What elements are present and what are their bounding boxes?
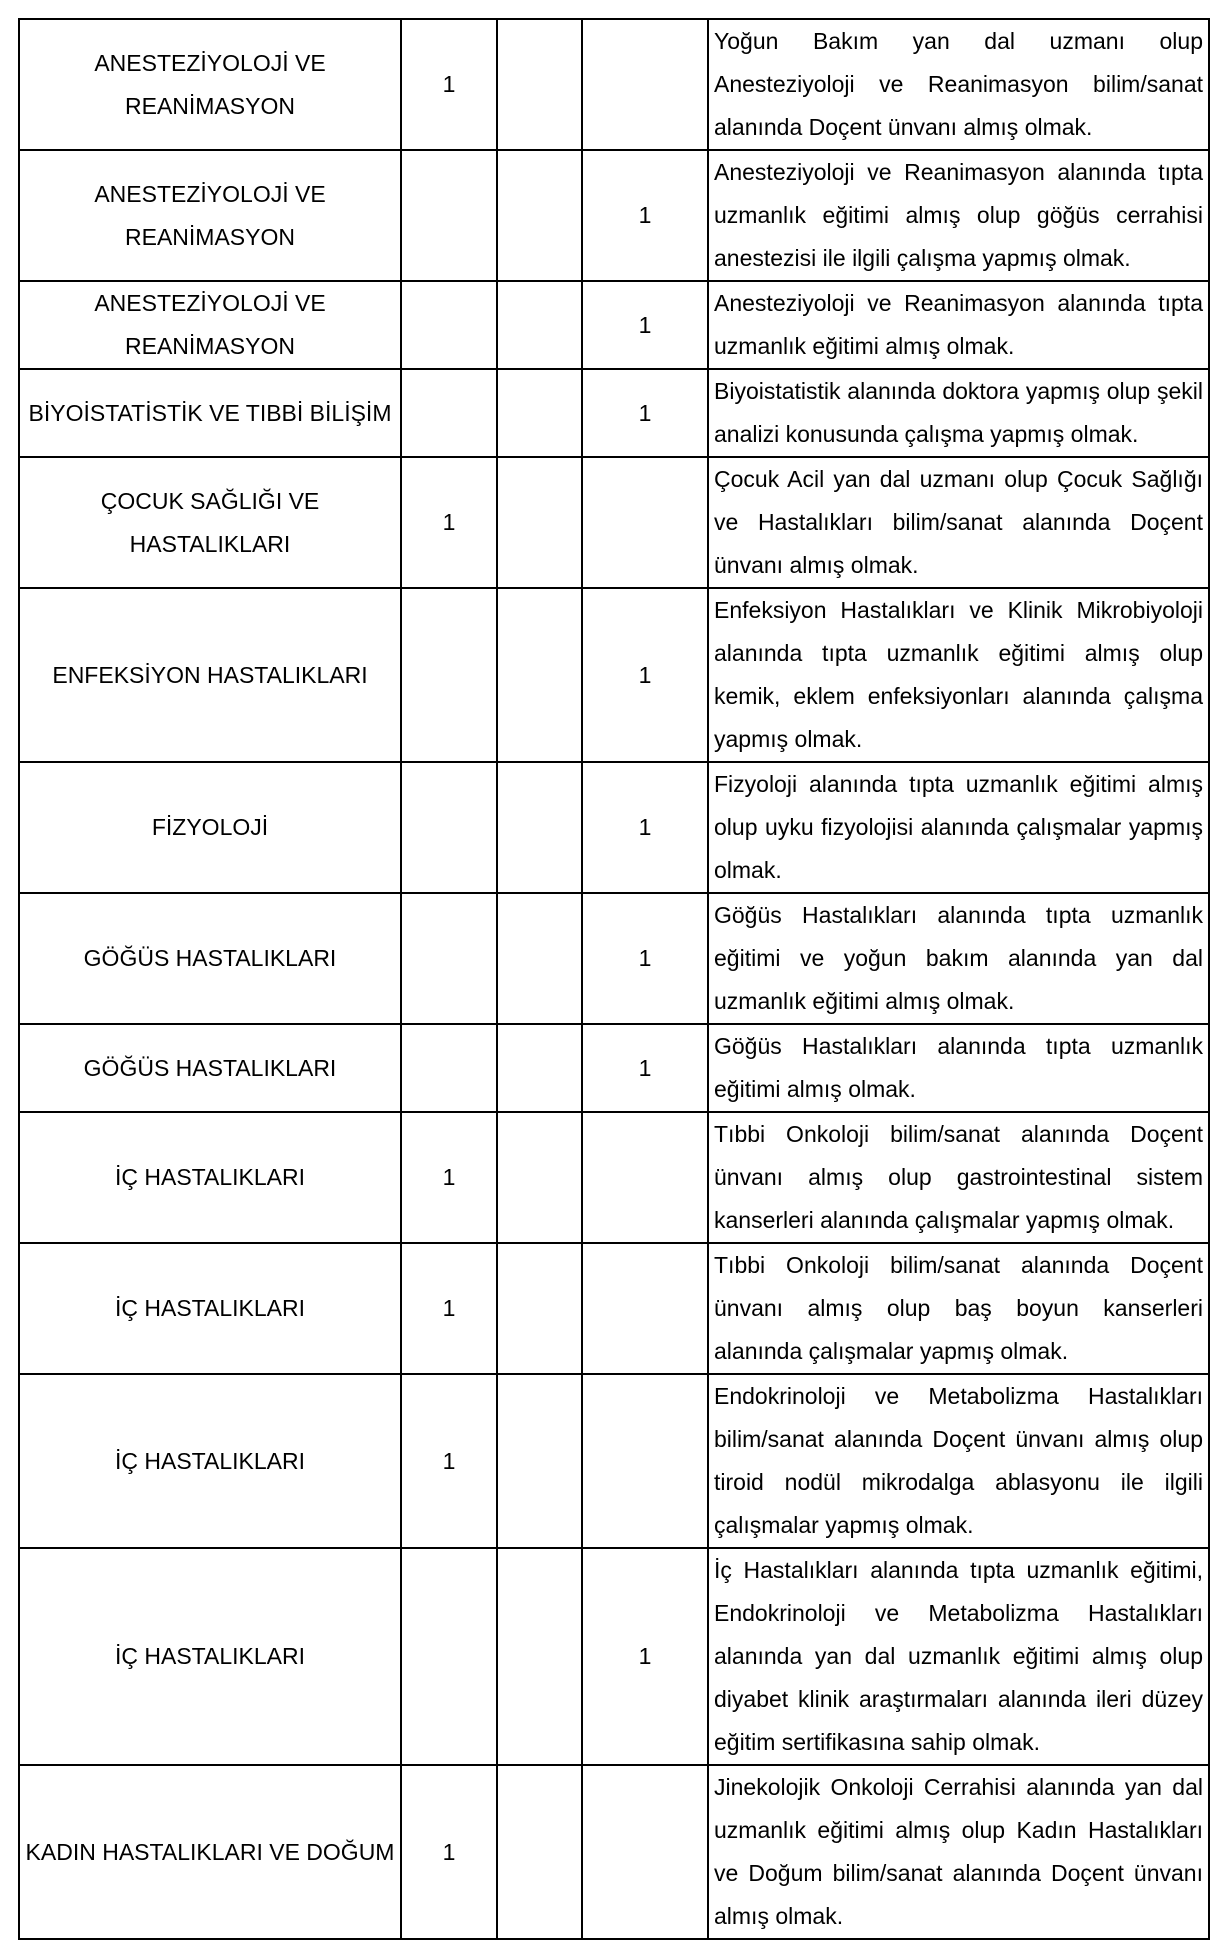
department-cell: İÇ HASTALIKLARI [19, 1243, 401, 1374]
department-cell: ANESTEZİYOLOJİ VE REANİMASYON [19, 281, 401, 369]
table-row [19, 150, 1209, 281]
requirement-cell: Çocuk Acil yan dal uzmanı olup Çocuk Sağlığı ve Hastalıkları bilim/sanat alanında Doçent ünvanı almış olmak. [708, 457, 1209, 588]
table-row [19, 281, 1209, 369]
doctor-lecturer-count-cell [582, 1112, 708, 1243]
department-cell: GÖĞÜS HASTALIKLARI [19, 1024, 401, 1112]
associate-count-cell [497, 1243, 582, 1374]
department-cell: ÇOCUK SAĞLIĞI VE HASTALIKLARI [19, 457, 401, 588]
doctor-lecturer-count-cell: 1 [582, 1024, 708, 1112]
associate-count-cell [497, 1765, 582, 1939]
professor-count-cell: 1 [401, 457, 497, 588]
associate-count-cell [497, 281, 582, 369]
doctor-lecturer-count-cell: 1 [582, 1548, 708, 1765]
professor-count-cell: 1 [401, 1112, 497, 1243]
requirement-cell: Enfeksiyon Hastalıkları ve Klinik Mikrobiyoloji alanında tıpta uzmanlık eğitimi almış olup kemik, eklem enfeksiyonları alanında çalışma yapmış olmak. [708, 588, 1209, 762]
table-row [19, 588, 1209, 762]
requirement-cell: Endokrinoloji ve Metabolizma Hastalıkları bilim/sanat alanında Doçent ünvanı almış olup tiroid nodül mikrodalga ablasyonu ile ilgili çalışmalar yapmış olmak. [708, 1374, 1209, 1548]
table-row [19, 762, 1209, 893]
doctor-lecturer-count-cell [582, 1765, 708, 1939]
table-row [19, 1765, 1209, 1939]
associate-count-cell [497, 893, 582, 1024]
professor-count-cell [401, 1024, 497, 1112]
professor-count-cell [401, 1548, 497, 1765]
associate-count-cell [497, 457, 582, 588]
table-row [19, 1112, 1209, 1243]
department-cell: ENFEKSİYON HASTALIKLARI [19, 588, 401, 762]
table-row [19, 893, 1209, 1024]
department-cell: ANESTEZİYOLOJİ VE REANİMASYON [19, 19, 401, 150]
requirement-cell: Tıbbi Onkoloji bilim/sanat alanında Doçent ünvanı almış olup gastrointestinal sistem kanserleri alanında çalışmalar yapmış olmak. [708, 1112, 1209, 1243]
doctor-lecturer-count-cell [582, 19, 708, 150]
associate-count-cell [497, 762, 582, 893]
requirement-cell: Göğüs Hastalıkları alanında tıpta uzmanlık eğitimi almış olmak. [708, 1024, 1209, 1112]
table-row [19, 1024, 1209, 1112]
doctor-lecturer-count-cell: 1 [582, 369, 708, 457]
table-row [19, 1243, 1209, 1374]
requirement-cell: Jinekolojik Onkoloji Cerrahisi alanında yan dal uzmanlık eğitimi almış olup Kadın Hastalıkları ve Doğum bilim/sanat alanında Doçent ünvanı almış olmak. [708, 1765, 1209, 1939]
table-body [19, 19, 1209, 1939]
associate-count-cell [497, 19, 582, 150]
doctor-lecturer-count-cell: 1 [582, 150, 708, 281]
professor-count-cell [401, 588, 497, 762]
department-cell: GÖĞÜS HASTALIKLARI [19, 893, 401, 1024]
professor-count-cell: 1 [401, 19, 497, 150]
associate-count-cell [497, 369, 582, 457]
associate-count-cell [497, 1548, 582, 1765]
doctor-lecturer-count-cell: 1 [582, 281, 708, 369]
department-cell: BİYOİSTATİSTİK VE TIBBİ BİLİŞİM [19, 369, 401, 457]
professor-count-cell: 1 [401, 1765, 497, 1939]
professor-count-cell: 1 [401, 1374, 497, 1548]
requirement-cell: Göğüs Hastalıkları alanında tıpta uzmanlık eğitimi ve yoğun bakım alanında yan dal uzmanlık eğitimi almış olmak. [708, 893, 1209, 1024]
department-cell: İÇ HASTALIKLARI [19, 1374, 401, 1548]
requirement-cell: Biyoistatistik alanında doktora yapmış olup şekil analizi konusunda çalışma yapmış olmak. [708, 369, 1209, 457]
professor-count-cell [401, 281, 497, 369]
department-cell: KADIN HASTALIKLARI VE DOĞUM [19, 1765, 401, 1939]
department-cell: ANESTEZİYOLOJİ VE REANİMASYON [19, 150, 401, 281]
table-row [19, 19, 1209, 150]
doctor-lecturer-count-cell [582, 1374, 708, 1548]
associate-count-cell [497, 588, 582, 762]
requirement-cell: Anesteziyoloji ve Reanimasyon alanında tıpta uzmanlık eğitimi almış olup göğüs cerrahisi anestezisi ile ilgili çalışma yapmış olmak. [708, 150, 1209, 281]
doctor-lecturer-count-cell: 1 [582, 762, 708, 893]
doctor-lecturer-count-cell: 1 [582, 588, 708, 762]
table-row [19, 457, 1209, 588]
professor-count-cell [401, 893, 497, 1024]
requirement-cell: İç Hastalıkları alanında tıpta uzmanlık eğitimi, Endokrinoloji ve Metabolizma Hastalıkları alanında yan dal uzmanlık eğitimi almış olup diyabet klinik araştırmaları alanında ileri düzey eğitim sertifikasına sahip olmak. [708, 1548, 1209, 1765]
associate-count-cell [497, 1374, 582, 1548]
requirement-cell: Tıbbi Onkoloji bilim/sanat alanında Doçent ünvanı almış olup baş boyun kanserleri alanında çalışmalar yapmış olmak. [708, 1243, 1209, 1374]
associate-count-cell [497, 150, 582, 281]
associate-count-cell [497, 1112, 582, 1243]
department-cell: FİZYOLOJİ [19, 762, 401, 893]
staff-requirements-table [18, 18, 1210, 1940]
requirement-cell: Fizyoloji alanında tıpta uzmanlık eğitimi almış olup uyku fizyolojisi alanında çalışmalar yapmış olmak. [708, 762, 1209, 893]
department-cell: İÇ HASTALIKLARI [19, 1548, 401, 1765]
requirement-cell: Anesteziyoloji ve Reanimasyon alanında tıpta uzmanlık eğitimi almış olmak. [708, 281, 1209, 369]
associate-count-cell [497, 1024, 582, 1112]
requirement-cell: Yoğun Bakım yan dal uzmanı olup Anesteziyoloji ve Reanimasyon bilim/sanat alanında Doçent ünvanı almış olmak. [708, 19, 1209, 150]
professor-count-cell [401, 150, 497, 281]
table-row [19, 1548, 1209, 1765]
doctor-lecturer-count-cell: 1 [582, 893, 708, 1024]
table-row [19, 369, 1209, 457]
doctor-lecturer-count-cell [582, 1243, 708, 1374]
table-row [19, 1374, 1209, 1548]
department-cell: İÇ HASTALIKLARI [19, 1112, 401, 1243]
professor-count-cell [401, 762, 497, 893]
professor-count-cell [401, 369, 497, 457]
professor-count-cell: 1 [401, 1243, 497, 1374]
doctor-lecturer-count-cell [582, 457, 708, 588]
